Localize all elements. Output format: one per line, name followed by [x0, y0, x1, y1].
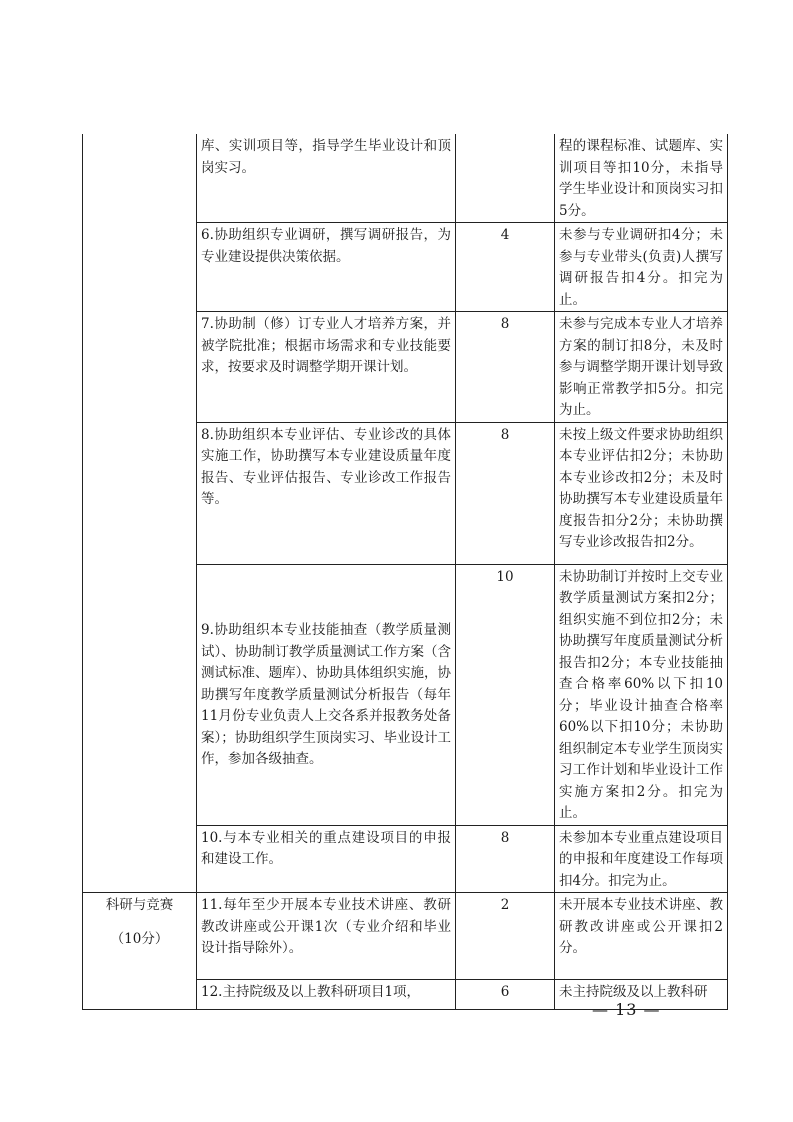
- score-cell: 10: [456, 564, 555, 825]
- score-cell: 8: [456, 825, 555, 893]
- penalty-cell: 程的课程标准、试题库、实训项目等扣10分，未指导学生毕业设计和顶岗实习扣5分。: [555, 134, 728, 223]
- standard-cell: 10.与本专业相关的重点建设项目的申报和建设工作。: [197, 825, 456, 893]
- penalty-cell: 未参与完成本专业人才培养方案的制订扣8分，未及时参与调整学期开课计划导致影响正常教学扣5分。扣完为止。: [555, 312, 728, 423]
- assessment-table: [82, 134, 728, 1010]
- standard-cell: 11.每年至少开展本专业技术讲座、教研教改讲座或公开课1次（专业介绍和毕业设计指导除外）。: [197, 893, 456, 980]
- score-cell: 8: [456, 422, 555, 564]
- standard-cell: 8.协助组织本专业评估、专业诊改的具体实施工作，协助撰写本专业建设质量年度报告、专业评估报告、专业诊改工作报告等。: [197, 422, 456, 564]
- standard-cell: 库、实训项目等，指导学生毕业设计和顶岗实习。: [197, 134, 456, 223]
- category-name: 科研与竞赛: [105, 897, 174, 913]
- penalty-cell: 未参加本专业重点建设项目的申报和年度建设工作每项扣4分。扣完为止。: [555, 825, 728, 893]
- page-number: — 13 —: [592, 1000, 661, 1019]
- penalty-cell: 未开展本专业技术讲座、教研教改讲座或公开课扣2分。: [555, 893, 728, 980]
- standard-cell: 9.协助组织本专业技能抽查（教学质量测试）、协助制订教学质量测试工作方案（含测试标准、题库）、协助具体组织实施，协助撰写年度教学质量测试分析报告（每年11月份专业负责人上交各系并报教务处备案）；协助组织学生顶岗实习、毕业设计工作，参加各级抽查。: [197, 564, 456, 825]
- penalty-cell: 未参与专业调研扣4分；未参与专业带头(负责)人撰写调研报告扣4分。扣完为止。: [555, 223, 728, 312]
- table-row: [83, 893, 728, 980]
- standard-cell: 7.协助制（修）订专业人才培养方案，并被学院批准；根据市场需求和专业技能要求，按要求及时调整学期开课计划。: [197, 312, 456, 423]
- score-cell: [456, 134, 555, 223]
- category-cell-research: [83, 893, 197, 1010]
- score-cell: 6: [456, 980, 555, 1010]
- table-row: [83, 134, 728, 223]
- score-cell: 2: [456, 893, 555, 980]
- category-cell-empty: [83, 134, 197, 893]
- score-cell: 4: [456, 223, 555, 312]
- penalty-cell: 未协助制订并按时上交专业教学质量测试方案扣2分；组织实施不到位扣2分；未协助撰写年度质量测试分析报告扣2分；本专业技能抽查合格率60%以下扣10分；毕业设计抽查合格率60%以下扣10分；未协助组织制定本专业学生顶岗实习工作计划和毕业设计工作实施方案扣2分。扣完为止。: [555, 564, 728, 825]
- standard-cell: 12.主持院级及以上教科研项目1项，: [197, 980, 456, 1010]
- penalty-cell: 未按上级文件要求协助组织本专业评估扣2分；未协助本专业诊改扣2分；未及时协助撰写本专业建设质量年度报告扣分2分；未协助撰写专业诊改报告扣2分。: [555, 422, 728, 564]
- penalty-cell: 未主持院级及以上教科研: [555, 980, 728, 1010]
- category-points: （10分）: [110, 930, 169, 947]
- standard-cell: 6.协助组织专业调研，撰写调研报告，为专业建设提供决策依据。: [197, 223, 456, 312]
- score-cell: 8: [456, 312, 555, 423]
